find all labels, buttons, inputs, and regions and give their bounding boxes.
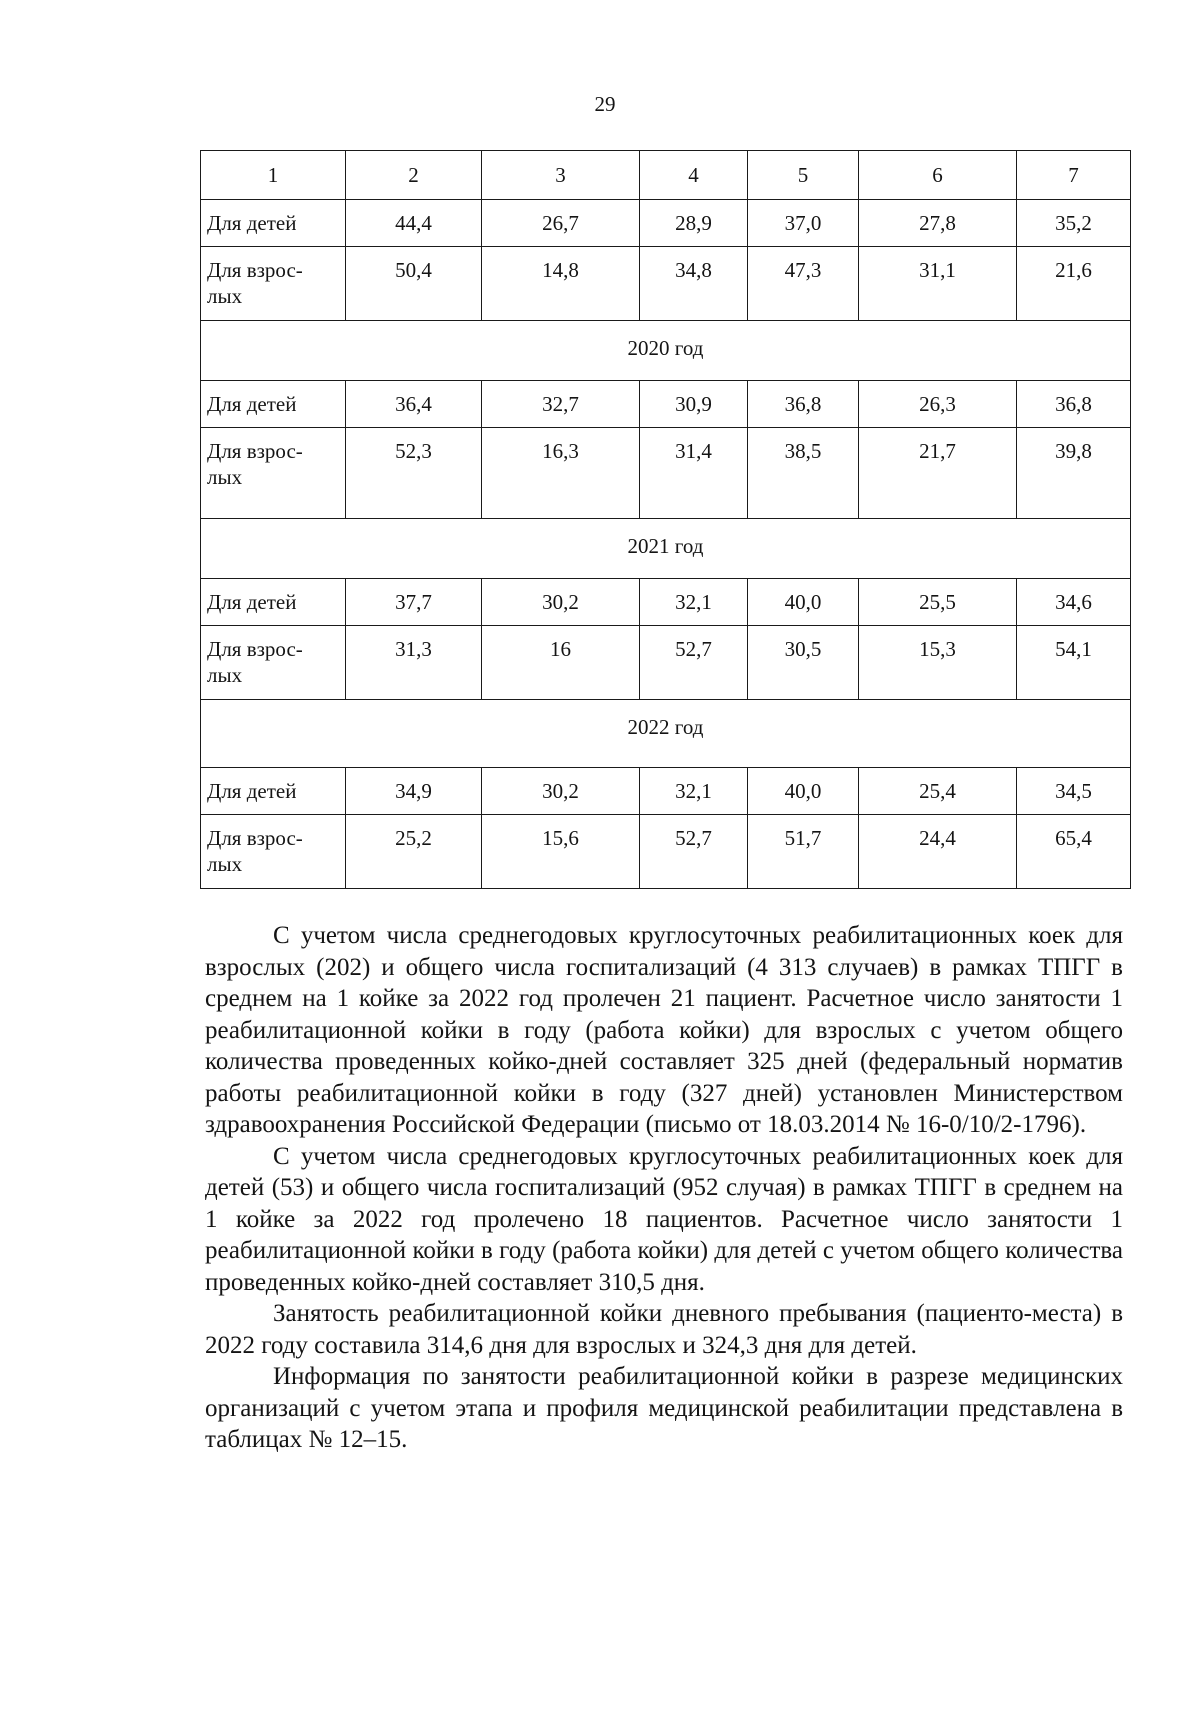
table-cell: 26,3 <box>859 381 1017 428</box>
table-cell: 36,4 <box>346 381 482 428</box>
table-cell: 32,1 <box>640 768 748 815</box>
row-label: Для взрос- лых <box>201 428 346 519</box>
page-number: 29 <box>594 92 616 116</box>
table-cell: 38,5 <box>748 428 859 519</box>
table-cell: 37,0 <box>748 200 859 247</box>
table-row <box>201 815 1131 889</box>
table-row <box>201 579 1131 626</box>
table-cell: 21,6 <box>1017 247 1131 321</box>
table-cell: 44,4 <box>346 200 482 247</box>
table-row <box>201 428 1131 519</box>
table-cell: 31,1 <box>859 247 1017 321</box>
table-cell: 15,3 <box>859 626 1017 700</box>
table-cell: 47,3 <box>748 247 859 321</box>
year-row <box>201 700 1131 768</box>
table-cell: 16,3 <box>482 428 640 519</box>
table-cell: 36,8 <box>748 381 859 428</box>
table-cell: 40,0 <box>748 579 859 626</box>
table-cell: 28,9 <box>640 200 748 247</box>
year-row <box>201 321 1131 381</box>
table-cell: 65,4 <box>1017 815 1131 889</box>
table-cell: 54,1 <box>1017 626 1131 700</box>
body-text <box>205 920 1123 1456</box>
table-cell: 34,6 <box>1017 579 1131 626</box>
table-cell: 24,4 <box>859 815 1017 889</box>
table-cell: 51,7 <box>748 815 859 889</box>
table-cell: 16 <box>482 626 640 700</box>
column-header: 5 <box>748 151 859 200</box>
table-cell: 36,8 <box>1017 381 1131 428</box>
table-cell: 25,5 <box>859 579 1017 626</box>
table-row <box>201 200 1131 247</box>
table-cell: 25,4 <box>859 768 1017 815</box>
table-cell: 30,2 <box>482 768 640 815</box>
row-label: Для детей <box>201 381 346 428</box>
table-cell: 52,7 <box>640 626 748 700</box>
table-cell: 15,6 <box>482 815 640 889</box>
table-cell: 25,2 <box>346 815 482 889</box>
row-label: Для детей <box>201 579 346 626</box>
year-row <box>201 519 1131 579</box>
table-cell: 30,5 <box>748 626 859 700</box>
table-cell: 35,2 <box>1017 200 1131 247</box>
row-label: Для взрос- лых <box>201 247 346 321</box>
paragraph: С учетом числа среднегодовых круглосуточных реабилитационных коек для детей (53) и общего числа госпитализаций (952 случая) в рамках ТПГГ в среднем на 1 койке за 2022 год пролечено 18 пациентов. Расчетное число занятости 1 реабилитационной койки в году (работа койки) для детей с учетом общего количества проведенных койко-дней составляет 310,5 дня. <box>205 1142 1123 1296</box>
paragraph: С учетом числа среднегодовых круглосуточных реабилитационных коек для взрослых (202) и общего числа госпитализаций (4 313 случаев) в рамках ТПГГ в среднем на 1 койке за 2022 год пролечен 21 пациент. Расчетное число занятости 1 реабилитационной койки в году (работа койки) для взрослых с учетом общего количества проведенных койко-дней составляет 325 дней (федеральный норматив работы реабилитационной койки в году (327 дней) установлен Министерством здравоохранения Российской Федерации (письмо от 18.03.2014 № 16-0/10/2-1796). <box>205 922 1123 1138</box>
table-cell: 52,3 <box>346 428 482 519</box>
table-row <box>201 381 1131 428</box>
paragraph: Информация по занятости реабилитационной койки в разрезе медицинских организаций с учетом этапа и профиля медицинской реабилитации представлена в таблицах № 12–15. <box>205 1363 1123 1453</box>
table-row <box>201 768 1131 815</box>
row-label: Для взрос- лых <box>201 626 346 700</box>
column-header: 7 <box>1017 151 1131 200</box>
table-cell: 37,7 <box>346 579 482 626</box>
row-label: Для детей <box>201 768 346 815</box>
year-title: 2022 год <box>201 700 1131 768</box>
table-cell: 32,7 <box>482 381 640 428</box>
table-cell: 34,8 <box>640 247 748 321</box>
table-cell: 30,2 <box>482 579 640 626</box>
table-cell: 32,1 <box>640 579 748 626</box>
table-cell: 21,7 <box>859 428 1017 519</box>
data-table <box>200 150 1131 889</box>
table-row <box>201 247 1131 321</box>
table-row <box>201 626 1131 700</box>
table-cell: 34,9 <box>346 768 482 815</box>
paragraph: Занятость реабилитационной койки дневного пребывания (пациенто-места) в 2022 году составила 314,6 дня для взрослых и 324,3 дня для детей. <box>205 1300 1123 1359</box>
table-cell: 50,4 <box>346 247 482 321</box>
table-cell: 30,9 <box>640 381 748 428</box>
year-title: 2020 год <box>201 321 1131 381</box>
table-cell: 39,8 <box>1017 428 1131 519</box>
column-header: 2 <box>346 151 482 200</box>
row-label: Для детей <box>201 200 346 247</box>
table-header-row <box>201 151 1131 200</box>
table-cell: 31,4 <box>640 428 748 519</box>
table-cell: 34,5 <box>1017 768 1131 815</box>
table-cell: 31,3 <box>346 626 482 700</box>
table-cell: 40,0 <box>748 768 859 815</box>
column-header: 4 <box>640 151 748 200</box>
table-cell: 14,8 <box>482 247 640 321</box>
column-header: 1 <box>201 151 346 200</box>
column-header: 3 <box>482 151 640 200</box>
year-title: 2021 год <box>201 519 1131 579</box>
table-cell: 52,7 <box>640 815 748 889</box>
table-cell: 26,7 <box>482 200 640 247</box>
row-label: Для взрос- лых <box>201 815 346 889</box>
column-header: 6 <box>859 151 1017 200</box>
table-cell: 27,8 <box>859 200 1017 247</box>
